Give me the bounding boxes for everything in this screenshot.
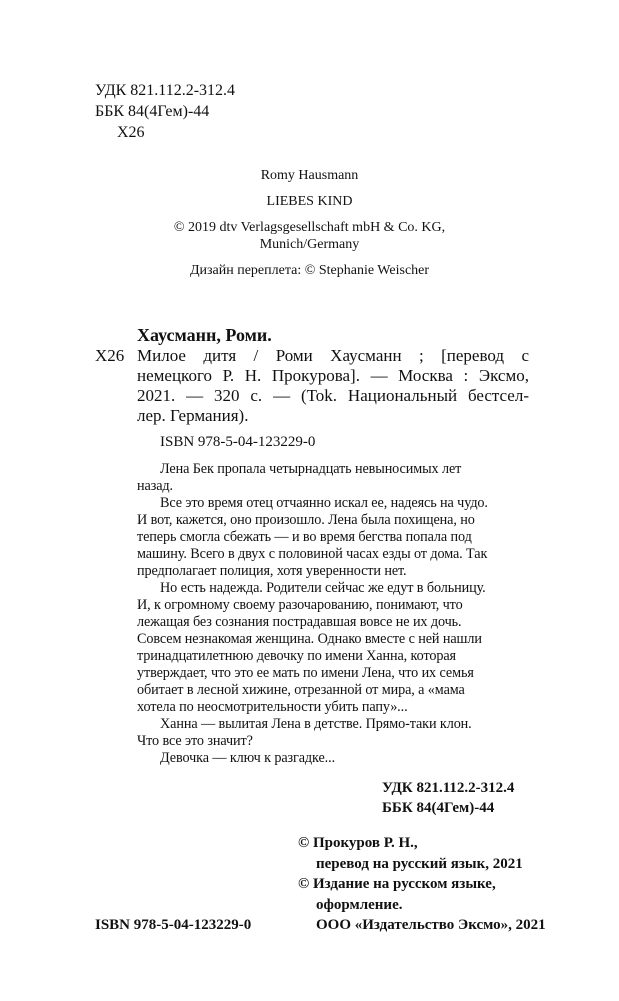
annotation-line: И вот, кажется, оно произошло. Лена была похищена, но	[137, 512, 475, 528]
copyright-publisher: ООО «Издательство Эксмо», 2021	[316, 917, 546, 933]
annotation-line: предполагает полиция, хотя уверенности нет.	[137, 563, 407, 579]
annotation-line: Ханна — вылитая Лена в детстве. Прямо-таки клон.	[160, 716, 472, 732]
original-copyright-line2: Munich/Germany	[259, 237, 360, 252]
annotation-line: назад.	[137, 478, 173, 494]
catalog-mark: Х26	[95, 346, 125, 365]
copyright-edition-detail: оформление.	[316, 897, 403, 913]
annotation-line: теперь смогла сбежать — и во время бегства попала под	[137, 529, 472, 545]
annotation-line: И, к огромному своему разочарованию, понимают, что	[137, 597, 463, 613]
annotation-line: Совсем незнакомая женщина. Однако вместе с ней нашли	[137, 631, 482, 647]
original-author: Romy Hausmann	[260, 168, 359, 183]
annotation-line: утверждает, что это ее мать по имени Лена, что их семья	[137, 665, 474, 681]
original-title: LIEBES KIND	[266, 194, 353, 209]
catalog-line-2: немецкого Р. Н. Прокурова]. — Москва : Эксмо,	[137, 366, 529, 385]
annotation-line: лежащая без сознания пострадавшая вовсе не их дочь.	[137, 614, 462, 630]
annotation-line: Лена Бек пропала четырнадцать невыносимых лет	[160, 461, 462, 477]
annotation-line: Девочка — ключ к разгадке...	[160, 750, 336, 766]
copyright-edition: © Издание на русском языке,	[298, 876, 496, 892]
bbk-top: ББК 84(4Гем)-44	[95, 103, 210, 120]
annotation-line: машину. Всего в двух с половиной часах езды от дома. Так	[137, 546, 488, 562]
annotation-line: обитает в лесной хижине, отрезанной от мира, а «мама	[137, 682, 465, 698]
annotation-line: хотела по неосмотрительности убить папу»...	[137, 699, 408, 715]
bbk-bottom: ББК 84(4Гем)-44	[382, 800, 495, 816]
copyright-translator-detail: перевод на русский язык, 2021	[316, 856, 523, 872]
original-copyright-line1: © 2019 dtv Verlagsgesellschaft mbH & Co. KG,	[173, 220, 446, 235]
annotation-line: Что все это значит?	[137, 733, 253, 749]
annotation-line: тринадцатилетнюю девочку по имени Ханна, которая	[137, 648, 456, 664]
udk-bottom: УДК 821.112.2-312.4	[382, 780, 515, 796]
annotation-line: Но есть надежда. Родители сейчас же едут в больницу.	[160, 580, 486, 596]
catalog-line-1: Милое дитя / Роми Хаусманн ; [перевод с	[137, 346, 529, 365]
isbn-bottom: ISBN 978-5-04-123229-0	[95, 917, 252, 933]
cover-design-credit: Дизайн переплета: © Stephanie Weischer	[189, 263, 430, 278]
author-mark-top: Х26	[117, 124, 145, 141]
catalog-heading: Хаусманн, Роми.	[137, 325, 272, 345]
catalog-line-3: 2021. — 320 с. — (Tok. Национальный бестсел-	[137, 386, 529, 405]
catalog-isbn: ISBN 978-5-04-123229-0	[160, 434, 316, 450]
copyright-translator: © Прокуров Р. Н.,	[298, 835, 418, 851]
annotation-line: Все это время отец отчаянно искал ее, надеясь на чудо.	[160, 495, 488, 511]
catalog-line-4: лер. Германия).	[137, 406, 249, 425]
udk-top: УДК 821.112.2-312.4	[95, 82, 236, 99]
